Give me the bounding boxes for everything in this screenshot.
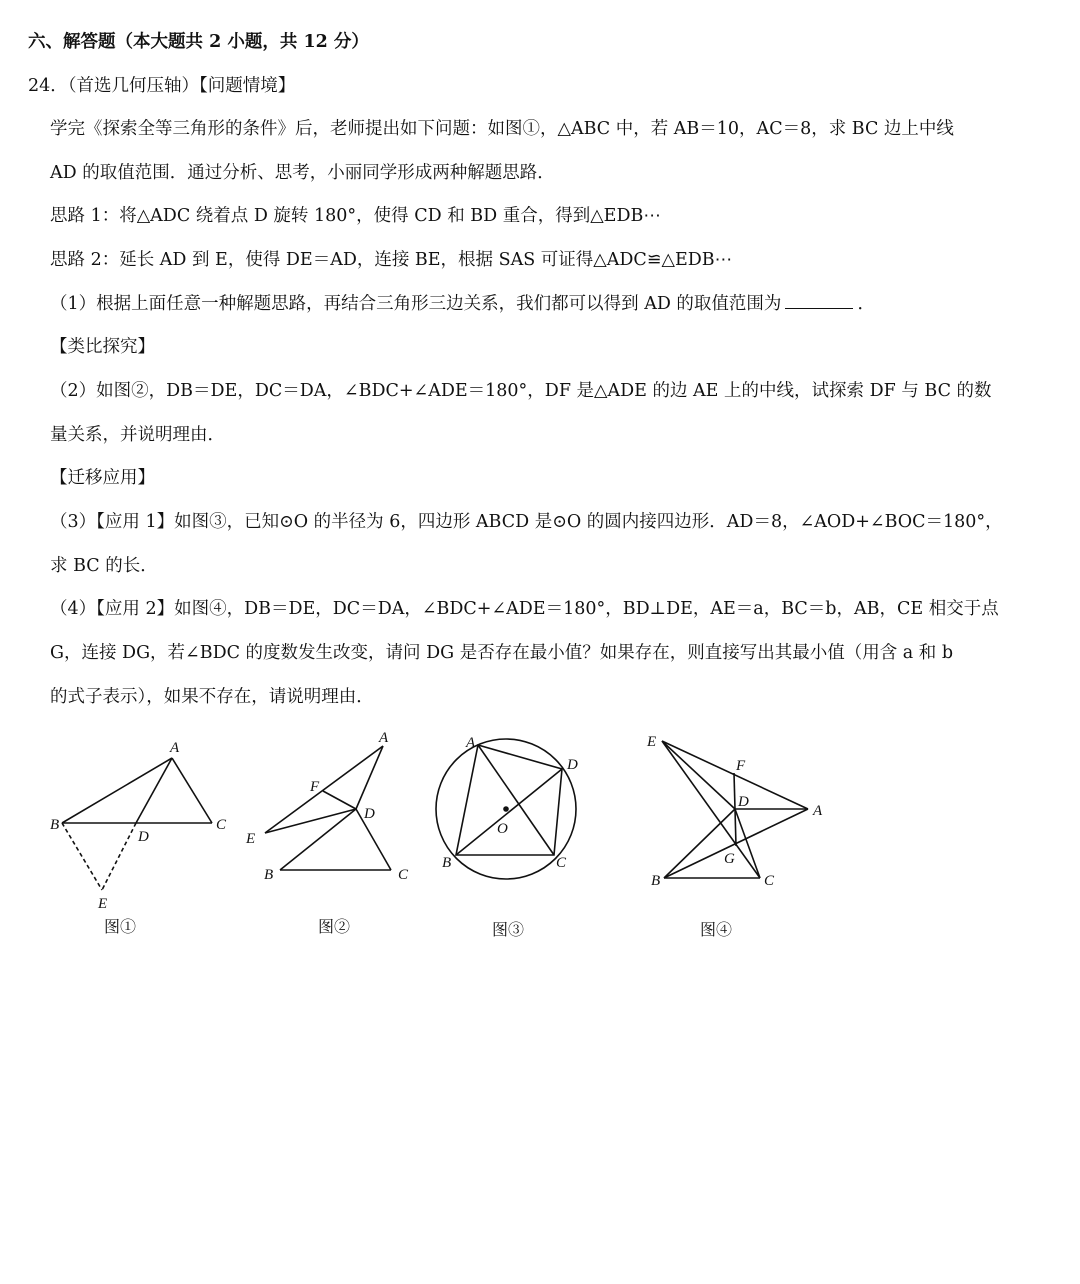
segment-ab — [62, 758, 172, 823]
section-heading: 六、解答题（本大题共 2 小题，共 12 分） — [28, 32, 369, 52]
analogy-heading: 【类比探究】 — [50, 337, 155, 357]
figure-3 — [436, 735, 578, 939]
fig4-label-b: B — [651, 873, 661, 889]
part-1-text: （1）根据上面任意一种解题思路，再结合三角形三边关系，我们都可以得到 AD 的取值范围为 — [50, 294, 782, 314]
figure-4 — [646, 734, 823, 939]
fig1-label-e: E — [98, 896, 108, 912]
idea-2: 思路 2：延长 AD 到 E，使得 DE＝AD，连接 BE，根据 SAS 可证得△ADC≌△EDB⋯ — [50, 250, 733, 270]
segment-dg — [735, 809, 736, 846]
fig1-label-c: C — [216, 817, 227, 833]
fig4-label-d: D — [738, 794, 749, 810]
quadrilateral-abcd — [456, 745, 562, 855]
fig2-label-b: B — [264, 867, 274, 883]
segment-fd — [734, 773, 735, 809]
figures-panel — [0, 725, 1080, 955]
fig2-label-f: F — [310, 779, 320, 795]
part-1-end: ． — [857, 294, 875, 314]
segment-de-dashed — [102, 823, 136, 890]
segment-be-dashed — [62, 823, 102, 890]
part-4-line-3: 的式子表示），如果不存在，请说明理由． — [50, 687, 374, 707]
fig4-label-c: C — [764, 873, 775, 889]
segment-db — [664, 809, 735, 878]
fig3-label-c: C — [556, 855, 567, 871]
segment-ac — [172, 758, 212, 823]
part-2-line-2: 量关系，并说明理由． — [50, 425, 225, 445]
part-4-line-2: G，连接 DG，若∠BDC 的度数发生改变，请问 DG 是否存在最小值？如果存在，则直接写出其最小值（用含 a 和 b — [50, 643, 954, 663]
fig1-label-a: A — [170, 740, 180, 756]
fig3-label-o: O — [497, 821, 508, 837]
segment-ed — [662, 741, 735, 809]
fig4-label-f: F — [736, 758, 746, 774]
fig2-caption: 图② — [318, 917, 351, 936]
center-point-o — [503, 806, 509, 812]
fig3-label-a: A — [466, 735, 476, 751]
part-4-line-1: （4）【应用 2】如图④，DB＝DE，DC＝DA，∠BDC+∠ADE＝180°，BD⊥DE，AE＝a，BC＝b，AB，CE 相交于点 — [50, 599, 999, 619]
intro-line-1: 学完《探索全等三角形的条件》后，老师提出如下问题：如图①，△ABC 中，若 AB＝10，AC＝8，求 BC 边上中线 — [50, 119, 954, 139]
fig3-label-b: B — [442, 855, 452, 871]
segment-ac — [478, 745, 554, 855]
answer-blank[interactable] — [785, 294, 853, 309]
part-2-line-1: （2）如图②，DB＝DE，DC＝DA，∠BDC+∠ADE＝180°，DF 是△ADE 的边 AE 上的中线，试探索 DF 与 BC 的数 — [50, 381, 992, 401]
fig2-label-d: D — [364, 806, 375, 822]
segment-ed — [265, 809, 356, 833]
question-header: 24．（首选几何压轴）【问题情境】 — [28, 76, 296, 96]
part-3-line-1: （3）【应用 1】如图③，已知⊙O 的半径为 6，四边形 ABCD 是⊙O 的圆内接四边形．AD＝8，∠AOD+∠BOC＝180°， — [50, 512, 1003, 532]
figure-1 — [50, 740, 227, 936]
fig2-label-e: E — [246, 831, 256, 847]
segment-dc — [735, 809, 760, 878]
fig2-label-c: C — [398, 867, 409, 883]
fig2-label-a: A — [379, 730, 389, 746]
fig4-label-a: A — [813, 803, 823, 819]
segment-fd — [323, 791, 356, 809]
fig4-label-g: G — [724, 851, 735, 867]
fig1-label-d: D — [138, 829, 149, 845]
fig1-caption: 图① — [104, 917, 137, 936]
figure-2 — [245, 730, 409, 936]
transfer-heading: 【迁移应用】 — [50, 468, 155, 488]
part-3-line-2: 求 BC 的长． — [50, 556, 158, 576]
fig1-label-b: B — [50, 817, 60, 833]
segment-db — [280, 809, 356, 870]
fig3-caption: 图③ — [492, 920, 525, 939]
part-1 — [50, 292, 875, 316]
idea-1: 思路 1：将△ADC 绕着点 D 旋转 180°，使得 CD 和 BD 重合，得到△EDB⋯ — [50, 206, 661, 226]
intro-line-2: AD 的取值范围．通过分析、思考，小丽同学形成两种解题思路． — [50, 163, 555, 183]
fig4-label-e: E — [647, 734, 657, 750]
fig4-caption: 图④ — [700, 920, 733, 939]
fig3-label-d: D — [567, 757, 578, 773]
segment-bd — [456, 769, 562, 855]
